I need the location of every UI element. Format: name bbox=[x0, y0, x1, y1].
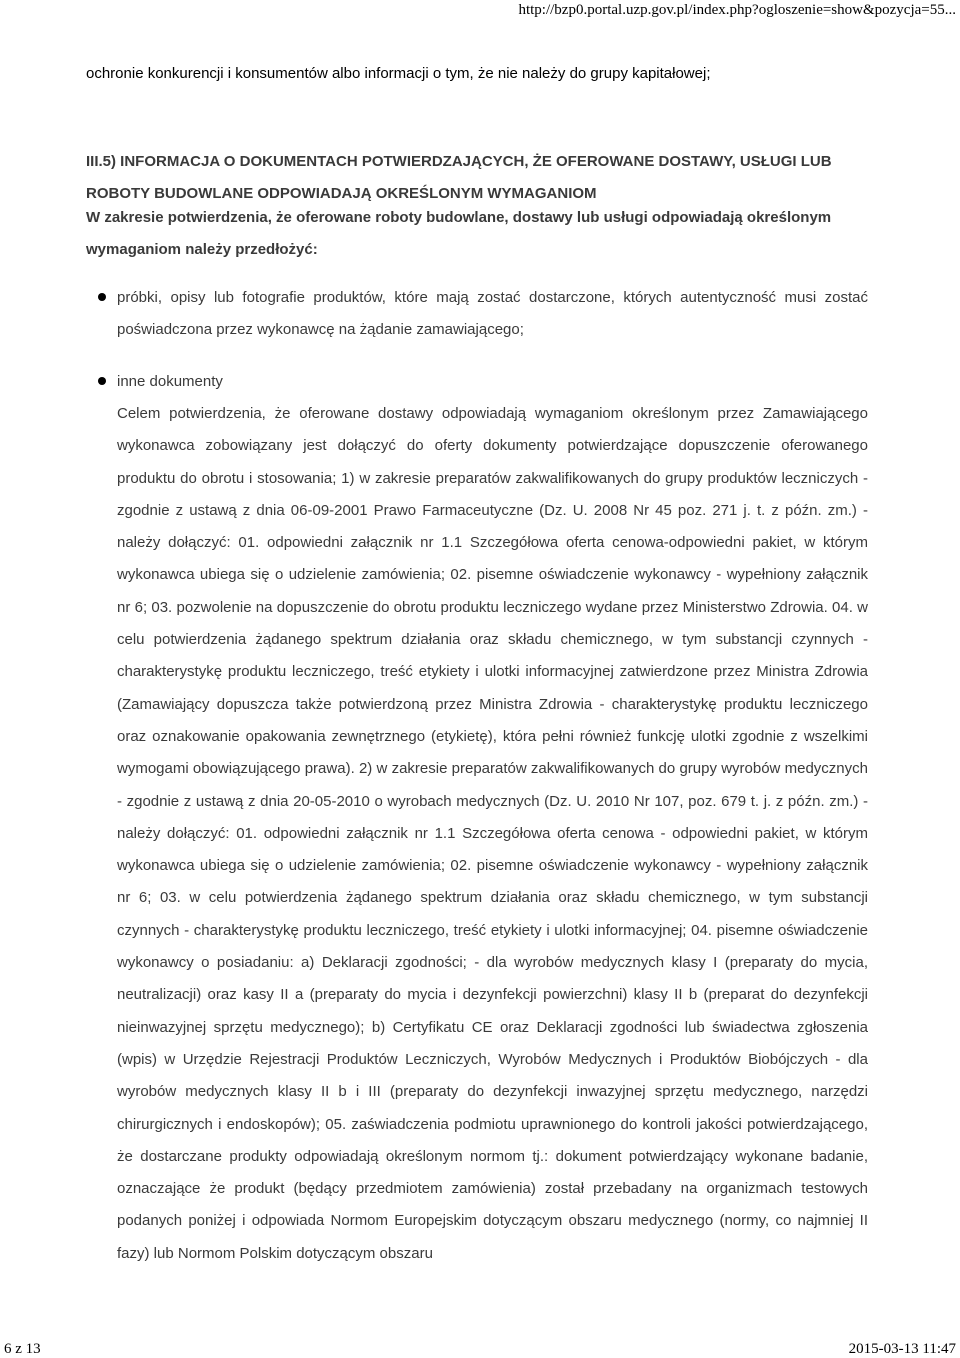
list-item-body: Celem potwierdzenia, że oferowane dostawy odpowiadają wymaganiom określonym przez Zamawiającego wykonawca zobowiązany jest dołączyć do oferty dokumenty potwierdzające dopuszczenie oferowanego produktu do obrotu i stosowania; 1) w zakresie preparatów zakwalifikowanych do grupy produktów leczniczych - zgodnie z ustawą z dnia 06-09-2001 Prawo Farmaceutyczne (Dz. U. 2008 Nr 45 poz. 271 j. t. z późn. zm.) - należy dołączyć: 01. odpowiedni załącznik nr 1.1 Szczegółowa oferta cenowa-odpowiedni pakiet, w którym wykonawca ubiega się o udzielenie zamówienia; 02. pisemne oświadczenie wykonawcy - wypełniony załącznik nr 6; 03. pozwolenie na dopuszczenie do obrotu produktu leczniczego wydane przez Ministerstwo Zdrowia. 04. w celu potwierdzenia żądanego spektrum działania oraz składu chemicznego, w tym substancji czynnych - charakterystykę produktu leczniczego, treść etykiety i ulotki informacyjnej zatwierdzone przez Ministra Zdrowia (Zamawiający dopuszcza także potwierdzoną przez Ministra Zdrowia - charakterystykę produktu leczniczego oraz oznakowanie opakowania zewnętrznego (etykietę), która pełni również funkcję ulotki zgodnie z wszelkimi wymogami obowiązującego prawa). 2) w zakresie preparatów zakwalifikowanych do grupy wyrobów medycznych - zgodnie z ustawą z dnia 20-05-2010 o wyrobach medycznych (Dz. U. 2010 Nr 107, poz. 679 t. j. z późn. zm.) - należy dołączyć: 01. odpowiedni załącznik nr 1.1 Szczegółowa oferta cenowa - odpowiedni pakiet, w którym wykonawca ubiega się o udzielenie zamówienia; 02. pisemne oświadczenie wykonawcy - wypełniony załącznik nr 6; 03. w celu potwierdzenia żądanego spektrum działania oraz składu chemicznego, w tym substancji czynnych - charakterystykę produktu leczniczego, treść etykiety i ulotki informacyjnej; 04. pisemne oświadczenie wykonawcy o posiadaniu: a) Deklaracji zgodności; - dla wyrobów medycznych klasy I (preparaty do mycia, neutralizacji) oraz kasy II a (preparaty do mycia i dezynfekcji powierzchni) klasy II b (preparat do dezynfekcji nieinwazyjnej sprzętu medycznego); b) Certyfikatu CE oraz Deklaracji zgodności lub świadectwa zgłoszenia (wpis) w Urzędzie Rejestracji Produktów Leczniczych, Wyrobów Medycznych i Produktów Biobójczych - dla wyrobów medycznych klasy II b i III (preparaty do dezynfekcji inwazyjnej sprzętu medycznego, narzędzi chirurgicznych i endoskopów); 05. zaświadczenia podmiotu uprawnionego do kontroli jakości potwierdzającego, że dostarczane produkty odpowiadają określonym normom tj.: dokument potwierdzający wykonane badanie, oznaczające że produkt (będący przedmiotem zamówienia) został przebadany na organizmach testowych podanych poniżej i odpowiada Normom Europejskim dotyczącym obszaru medycznego (normy, co najmniej II fazy) lub Normom Polskim dotyczącym obszaru bbox=[117, 405, 868, 1262]
bullet-icon bbox=[98, 377, 106, 385]
page-number: 6 z 13 bbox=[4, 1341, 41, 1357]
list-item-text: próbki, opisy lub fotografie produktów, które mają zostać dostarczone, których autentyczność musi zostać poświadczona przez wykonawcę na żądanie zamawiającego; bbox=[117, 289, 868, 338]
intro-paragraph: ochronie konkurencji i konsumentów albo informacji o tym, że nie należy do grupy kapitałowej; bbox=[86, 65, 711, 82]
print-datetime: 2015-03-13 11:47 bbox=[848, 1341, 956, 1357]
section-title: III.5) INFORMACJA O DOKUMENTACH POTWIERDZAJĄCYCH, ŻE OFEROWANE DOSTAWY, USŁUGI LUB ROBOTY BUDOWLANE ODPOWIADAJĄ OKREŚLONYM WYMAGANIOM bbox=[86, 153, 832, 202]
header-url: http://bzp0.portal.uzp.gov.pl/index.php?ogloszenie=show&pozycja=55... bbox=[518, 2, 956, 18]
list-item bbox=[86, 282, 868, 346]
section-lead: W zakresie potwierdzenia, że oferowane roboty budowlane, dostawy lub usługi odpowiadają określonym wymaganiom należy przedłożyć: bbox=[86, 209, 832, 258]
list-item-text: inne dokumenty bbox=[117, 373, 223, 390]
requirements-list bbox=[86, 282, 868, 1270]
list-item bbox=[86, 366, 868, 1270]
bullet-icon bbox=[98, 293, 106, 301]
